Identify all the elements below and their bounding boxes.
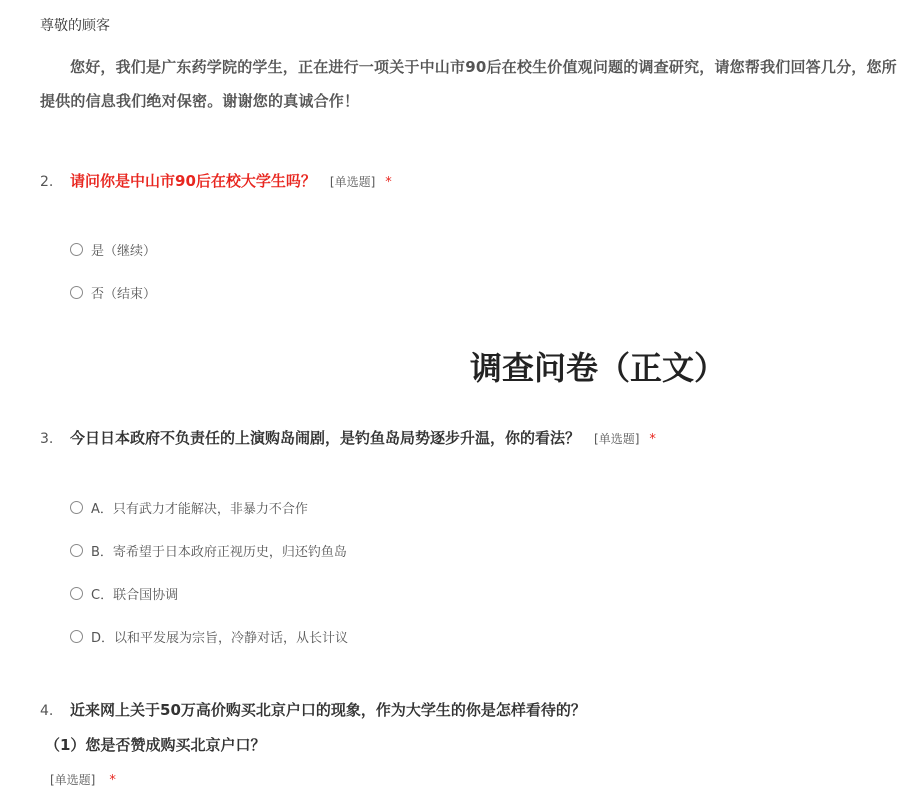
question-text: 请问你是中山市90后在校大学生吗？ bbox=[70, 172, 316, 190]
question-2 bbox=[40, 170, 392, 191]
option-label: B．寄希望于日本政府正视历史，归还钓鱼岛 bbox=[91, 545, 347, 560]
q2-option-no[interactable] bbox=[70, 283, 156, 302]
question-type: [单选题] bbox=[50, 773, 96, 787]
intro-paragraph: 您好，我们是广东药学院的学生，正在进行一项关于中山市90后在校生价值观问题的调查研究，请您帮我们回答几分，您所提供的信息我们绝对保密。谢谢您的真诚合作！ bbox=[40, 58, 897, 110]
radio-button[interactable] bbox=[70, 587, 83, 600]
q3-option-d[interactable] bbox=[70, 627, 348, 646]
radio-button[interactable] bbox=[70, 544, 83, 557]
radio-button[interactable] bbox=[70, 286, 83, 299]
q3-option-c[interactable] bbox=[70, 584, 178, 603]
question-number: 4. bbox=[40, 703, 54, 719]
greeting: 尊敬的顾客 bbox=[40, 18, 110, 34]
radio-button[interactable] bbox=[70, 630, 83, 643]
question-4-type-line bbox=[50, 771, 116, 788]
question-number: 2. bbox=[40, 174, 54, 190]
question-type: [单选题] bbox=[329, 175, 376, 189]
q3-option-b[interactable] bbox=[70, 541, 347, 560]
sub-question-text: （1）您是否赞成购买北京户口？ bbox=[45, 736, 266, 754]
required-marker: * bbox=[649, 432, 656, 447]
question-type: [单选题] bbox=[594, 432, 640, 446]
radio-button[interactable] bbox=[70, 243, 83, 256]
question-3 bbox=[40, 427, 656, 448]
radio-button[interactable] bbox=[70, 501, 83, 514]
option-label: 是（继续） bbox=[91, 244, 157, 259]
option-label: D．以和平发展为宗旨，冷静对话，从长计议 bbox=[91, 631, 349, 646]
option-label: A．只有武力才能解决，非暴力不合作 bbox=[91, 502, 308, 517]
section-title: 调查问卷（正文） bbox=[470, 349, 727, 387]
question-number: 3. bbox=[40, 431, 54, 447]
question-text: 今日日本政府不负责任的上演购岛闹剧，是钓鱼岛局势逐步升温，你的看法？ bbox=[70, 429, 581, 447]
option-label: C．联合国协调 bbox=[91, 588, 179, 603]
option-label: 否（结束） bbox=[91, 287, 157, 302]
question-4 bbox=[40, 699, 586, 720]
question-text: 近来网上关于50万高价购买北京户口的现象，作为大学生的你是怎样看待的？ bbox=[70, 701, 586, 719]
q3-option-a[interactable] bbox=[70, 498, 308, 517]
required-marker: * bbox=[385, 175, 392, 190]
required-marker: * bbox=[109, 773, 116, 788]
q2-option-yes[interactable] bbox=[70, 240, 156, 259]
